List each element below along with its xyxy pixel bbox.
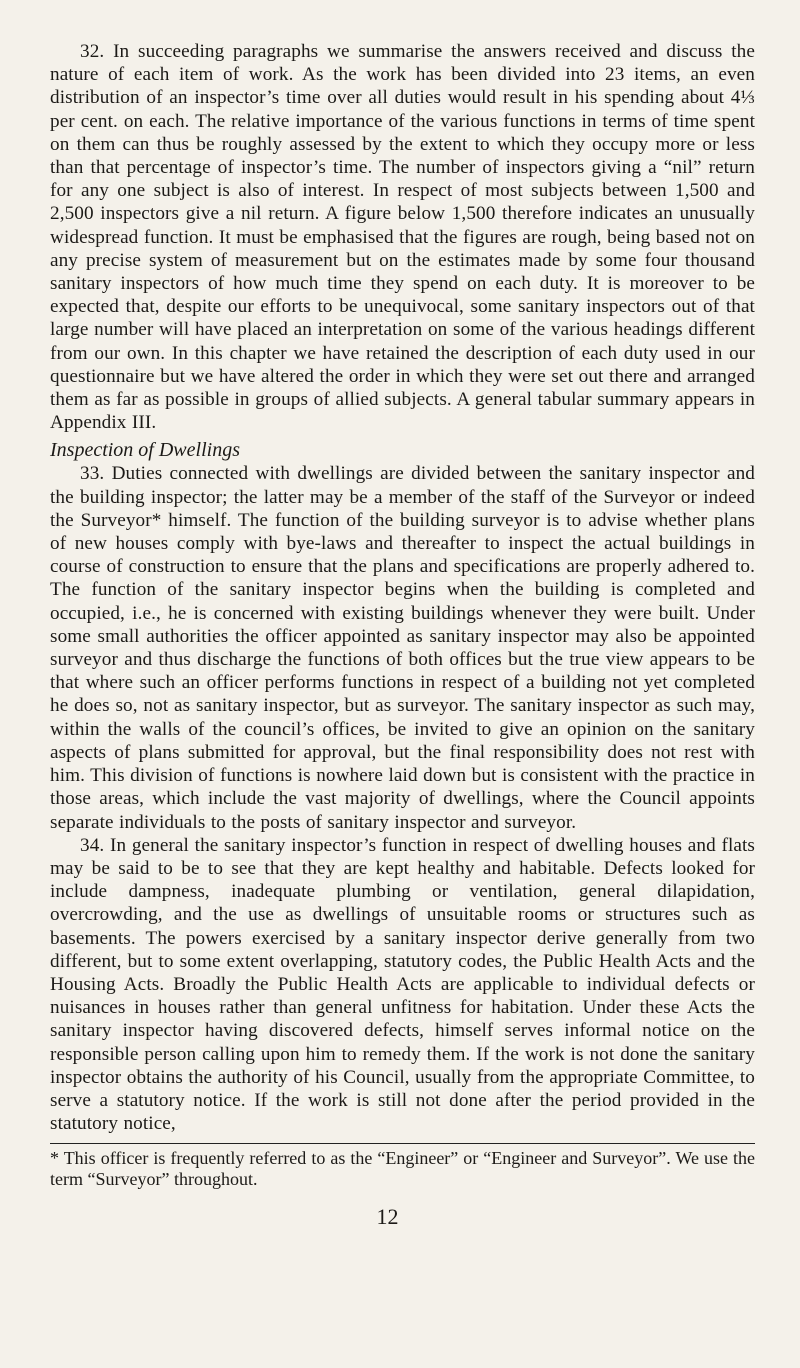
- footnote-divider: [50, 1143, 755, 1144]
- document-page: [50, 40, 755, 1230]
- footnote: * This officer is frequently referred to as the “Engineer” or “Engineer and Surveyor”. We use the term “Surveyor” throughout.: [50, 1148, 755, 1190]
- paragraph-34: 34. In general the sanitary inspector’s function in respect of dwelling houses and flats may be said to be to see that they are kept healthy and habitable. Defects looked for include dampness, inadequate plumbing or ventilation, general dilapidation, overcrowding, and the use as dwellings of unsuitable rooms or structures such as basements. The powers exercised by a sanitary inspector derive generally from two different, but to some extent overlapping, statutory codes, the Public Health Acts and the Housing Acts. Broadly the Public Health Acts are applicable to individual defects or nuisances in houses rather than general unfitness for habitation. Under these Acts the sanitary inspector having discovered defects, himself serves informal notice on the responsible person calling upon him to remedy them. If the work is not done the sanitary inspector obtains the authority of his Council, usually from the appropriate Committee, to serve a statutory notice. If the work is still not done after the period provided in the statutory notice,: [50, 834, 755, 1135]
- paragraph-33: 33. Duties connected with dwellings are divided between the sanitary inspector and the building inspector; the latter may be a member of the staff of the Surveyor or indeed the Surveyor* himself. The function of the building surveyor is to advise whether plans of new houses comply with bye-laws and thereafter to inspect the actual buildings in course of construction to ensure that the plans and specifications are properly adhered to. The function of the sanitary inspector begins when the building is completed and occupied, i.e., he is concerned with existing buildings whenever they were built. Under some small authorities the officer appointed as sanitary inspector may also be appointed surveyor and thus discharge the functions of both offices but the true view appears to be that where such an officer performs functions in respect of a building not yet completed he does so, not as sanitary inspector, but as surveyor. The sanitary inspector as such may, within the walls of the council’s offices, be invited to give an opinion on the sanitary aspects of plans submitted for approval, but the final responsibility does not rest with him. This division of functions is nowhere laid down but is consistent with the practice in those areas, which include the vast majority of dwellings, where the Council appoints separate individuals to the posts of sanitary inspector and surveyor.: [50, 463, 755, 833]
- paragraph-32: 32. In succeeding paragraphs we summarise the answers received and discuss the nature of each item of work. As the work has been divided into 23 items, an even distribution of an inspector’s time over all duties would result in his spending about 4⅓ per cent. on each. The relative importance of the various functions in terms of time spent on them can thus be roughly assessed by the extent to which they occupy more or less than that percentage of inspector’s time. The number of inspectors giving a “nil” return for any one subject is also of interest. In respect of most subjects between 1,500 and 2,500 inspectors give a nil return. A figure below 1,500 therefore indicates an unusually widespread function. It must be emphasised that the figures are rough, being based not on any precise system of measurement but on the estimates made by some four thousand sanitary inspectors of how much time they spend on each duty. It is moreover to be expected that, despite our efforts to be unequivocal, some sanitary inspectors out of that large number will have placed an interpretation on some of the various headings different from our own. In this chapter we have retained the description of each duty used in our questionnaire but we have altered the order in which they were set out there and arranged them as far as possible in groups of allied subjects. A general tabular summary appears in Appendix III.: [50, 41, 755, 434]
- section-heading: Inspection of Dwellings: [50, 439, 240, 462]
- page-number: 12: [376, 1204, 399, 1230]
